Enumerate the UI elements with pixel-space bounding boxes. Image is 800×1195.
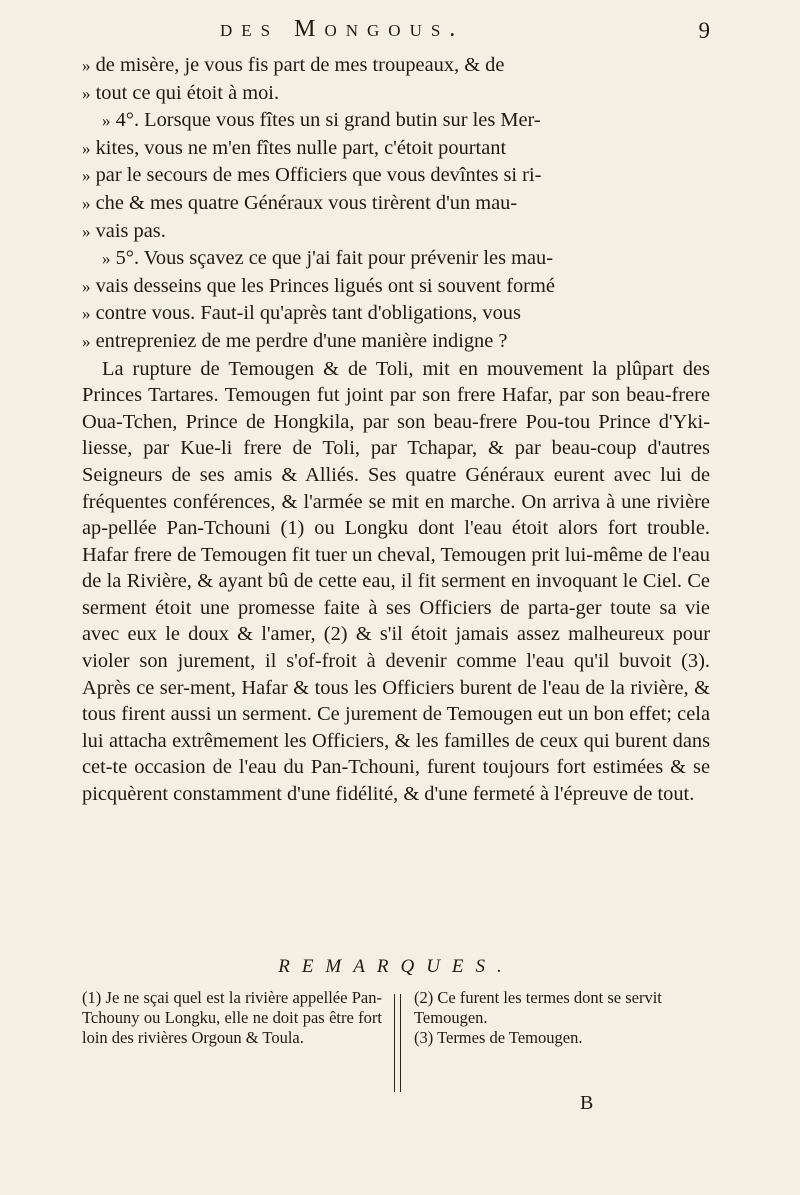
quoted-line: » par le secours de mes Officiers que vous devîntes si ri- (82, 164, 542, 187)
page-number: 9 (698, 18, 710, 43)
quoted-line: » entrepreniez de me perdre d'une manière indigne ? (82, 329, 508, 352)
quoted-line: » 4°. Lorsque vous fîtes un si grand butin sur les Mer- (102, 109, 541, 132)
quoted-line: » vais pas. (82, 219, 166, 242)
remarks-heading: REMARQUES. (278, 956, 514, 977)
narrative-paragraph: La rupture de Temougen & de Toli, mit en mouvement la plûpart des Princes Tartares. Temougen fut joint par son frere Hafar, par son beau-frere Oua-Tchen, Prince de Hongkila, par son beau-frere Pou-tou Prince d'Yki-liesse, par Kue-li frere de Toli, par Tchapar, & par beau-coup d'autres Seigneurs de ses amis & Alliés. Ses quatre Généraux eurent avec lui de fréquentes conférences, & l'armée se mit en marche. On arriva à une rivière ap-pellée Pan-Tchouni (1) ou Longku dont l'eau étoit alors fort trouble. Hafar frere de Temougen fit tuer un cheval, Temougen prit lui-même de l'eau de la Rivière, & ayant bû de cette eau, il fit serment en invoquant le Ciel. Ce serment étoit une promesse faite à ses Officiers de parta-ger toute sa vie avec eux le doux & l'amer, (2) & s'il étoit jamais assez malheureux pour violer son jurement, il s'of-froit à devenir comme l'eau qu'il buvoit (3). Après ce ser-ment, Hafar & tous les Officiers burent de l'eau de la rivière, & tous firent aussi un serment. Ce jurement de Temougen eut un bon effet; cela lui attacha extrêmement les Officiers, & les familles de ceux qui burent dans cet-te occasion de l'eau du Pan-Tchouni, furent toujours fort estimées & se picquèrent constamment d'une fidélité, & d'une fermeté à l'épreuve de tout. (82, 357, 710, 806)
footnotes (82, 988, 710, 1098)
quoted-line: » tout ce qui étoit à moi. (82, 81, 280, 104)
quoted-line: » contre vous. Faut-il qu'après tant d'obligations, vous (82, 302, 521, 325)
quoted-line: » de misère, je vous fis part de mes troupeaux, & de (82, 54, 505, 76)
footnote-3: (3) Termes de Temougen. (414, 1028, 583, 1047)
column-divider (394, 994, 401, 1092)
footnote-2: (2) Ce furent les termes dont se servit Temougen. (414, 988, 662, 1027)
quoted-line: » vais desseins que les Princes ligués ont si souvent formé (82, 274, 555, 297)
running-title: des Mongous. (220, 16, 465, 42)
main-text (82, 52, 710, 808)
signature-mark: B (580, 1092, 594, 1114)
footnotes-left-column (82, 988, 382, 1048)
footnote-1: (1) Je ne sçai quel est la rivière appellée Pan-Tchouny ou Longku, elle ne doit pas être fort loin des rivières Orgoun & Toula. (82, 988, 382, 1047)
quoted-line: » 5°. Vous sçavez ce que j'ai fait pour prévenir les mau- (102, 247, 554, 270)
footnotes-right-column (414, 988, 710, 1048)
page-header (170, 14, 710, 50)
quoted-line: » che & mes quatre Généraux vous tirèrent d'un mau- (82, 191, 518, 214)
quoted-line: » kites, vous ne m'en fîtes nulle part, c'étoit pourtant (82, 136, 507, 159)
